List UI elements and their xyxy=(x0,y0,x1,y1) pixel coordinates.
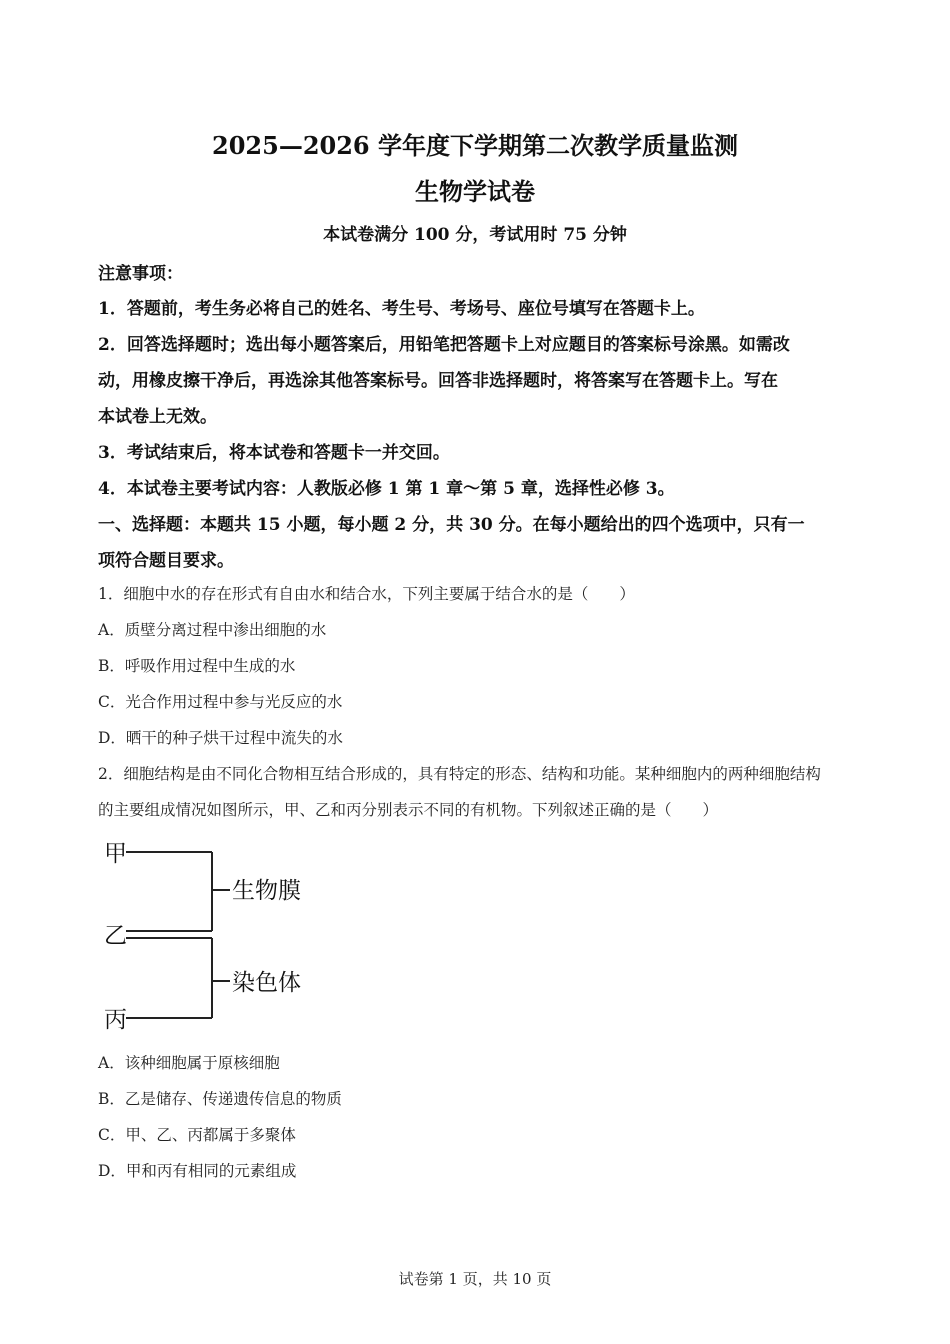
label-jia: 甲 xyxy=(104,841,127,867)
q2-stem-line-1: 2．细胞结构是由不同化合物相互结合形成的，具有特定的形态、结构和功能。某种细胞内的两种细胞结构 xyxy=(98,765,821,783)
exam-info: 本试卷满分 100 分，考试用时 75 分钟 xyxy=(323,225,627,245)
label-yi: 乙 xyxy=(104,923,127,949)
note-item-4: 4．本试卷主要考试内容：人教版必修 1 第 1 章～第 5 章，选择性必修 3。 xyxy=(98,479,675,499)
exam-title: 2025—2026 学年度下学期第二次教学质量监测 xyxy=(212,131,738,160)
notes-heading: 注意事项： xyxy=(98,264,183,284)
label-bing: 丙 xyxy=(104,1007,127,1033)
label-chromosome: 染色体 xyxy=(232,970,301,996)
q1-option-d: D．晒干的种子烘干过程中流失的水 xyxy=(98,729,343,747)
page-footer: 试卷第 1 页，共 10 页 xyxy=(398,1270,552,1288)
section-heading-line-1: 一、选择题：本题共 15 小题，每小题 2 分，共 30 分。在每小题给出的四个选项中，只有一 xyxy=(98,515,805,535)
subject-title: 生物学试卷 xyxy=(415,177,535,206)
label-membrane: 生物膜 xyxy=(232,878,301,904)
q1-option-c: C．光合作用过程中参与光反应的水 xyxy=(98,693,343,711)
note-item-2-line-3: 本试卷上无效。 xyxy=(98,407,217,427)
q2-option-a: A．该种细胞属于原核细胞 xyxy=(98,1054,280,1072)
q2-option-c: C．甲、乙、丙都属于多聚体 xyxy=(98,1126,296,1144)
q2-stem-line-2: 的主要组成情况如图所示，甲、乙和丙分别表示不同的有机物。下列叙述正确的是（ ） xyxy=(98,801,719,819)
note-item-2-line-2: 动，用橡皮擦干净后，再选涂其他答案标号。回答非选择题时，将答案写在答题卡上。写在 xyxy=(98,371,778,391)
composition-diagram xyxy=(90,835,350,1035)
note-item-3: 3．考试结束后，将本试卷和答题卡一并交回。 xyxy=(98,443,450,463)
q1-option-a: A．质壁分离过程中渗出细胞的水 xyxy=(98,621,327,639)
q1-stem: 1．细胞中水的存在形式有自由水和结合水，下列主要属于结合水的是（ ） xyxy=(98,585,635,603)
q2-option-d: D．甲和丙有相同的元素组成 xyxy=(98,1162,297,1180)
q2-option-b: B．乙是储存、传递遗传信息的物质 xyxy=(98,1090,342,1108)
q1-option-b: B．呼吸作用过程中生成的水 xyxy=(98,657,296,675)
diagram-brackets xyxy=(126,852,230,1018)
note-item-1: 1．答题前，考生务必将自己的姓名、考生号、考场号、座位号填写在答题卡上。 xyxy=(98,299,705,319)
section-heading-line-2: 项符合题目要求。 xyxy=(98,551,234,571)
note-item-2-line-1: 2．回答选择题时；选出每小题答案后，用铅笔把答题卡上对应题目的答案标号涂黑。如需改 xyxy=(98,335,790,355)
